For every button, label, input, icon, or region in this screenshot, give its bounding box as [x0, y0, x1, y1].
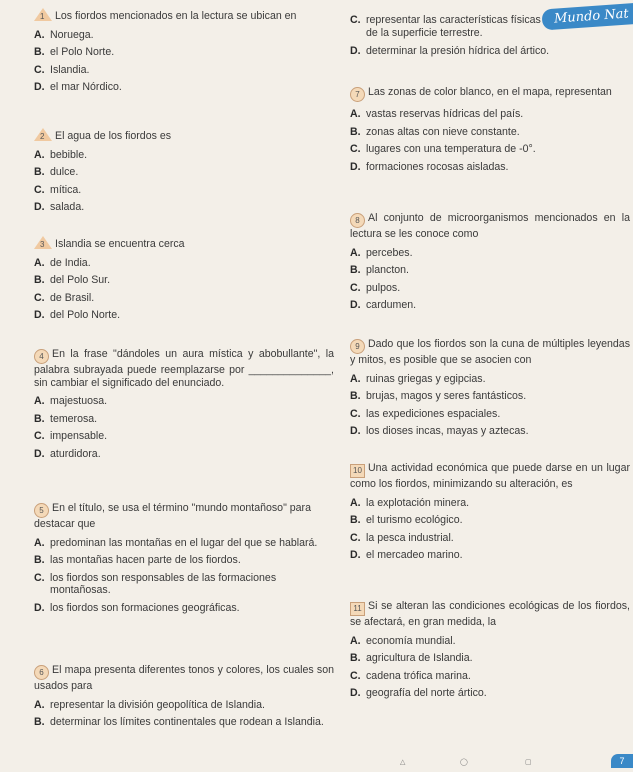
question-9 [350, 338, 630, 438]
option-b[interactable]: B. del Polo Sur. [34, 274, 111, 286]
option-a[interactable]: A. bebible. [34, 148, 88, 161]
option-c[interactable]: C. de Brasil. [34, 291, 95, 304]
option-b[interactable]: B. el Polo Norte. [34, 46, 115, 58]
option-b[interactable]: B. el turismo ecológico. [350, 514, 463, 526]
question-stem: Al conjunto de microorganismos mencionados en la lectura se les conoce como [350, 212, 630, 240]
option-a[interactable]: A. vastas reservas hídricas del país. [350, 108, 524, 120]
option-b[interactable]: B. brujas, magos y seres fantásticos. [350, 390, 527, 402]
option-c[interactable]: C. lugares con una temperatura de -0°. [350, 143, 536, 155]
question-stem: Si se alteran las condiciones ecológicas de los fiordos, se afectará, en gran medida, la [350, 600, 630, 628]
option-c[interactable]: C. los fiordos son responsables de las formaciones montañosas. [34, 571, 277, 596]
question-stem: Dado que los fiordos son la cuna de múltiples leyendas y mitos, es posible que se asocien con [350, 338, 630, 366]
triangle-number-icon: 2 [34, 128, 52, 141]
option-d[interactable]: D. los fiordos son formaciones geográficas. [34, 601, 240, 614]
question-6 [34, 664, 334, 729]
question-stem: Las zonas de color blanco, en el mapa, representan [368, 86, 612, 98]
triangle-legend-icon: △ [400, 759, 406, 766]
option-b[interactable]: B. determinar los límites continentales que rodean a Islandia. [34, 716, 324, 728]
option-a[interactable]: A. percebes. [350, 246, 413, 259]
option-a[interactable]: A. la explotación minera. [350, 496, 470, 509]
question-stem: El agua de los fiordos es [55, 130, 172, 142]
option-c[interactable]: C. mítica. [34, 183, 82, 196]
option-a[interactable]: A. representar la división geopolítica de Islandia. [34, 698, 265, 711]
question-1 [34, 8, 334, 94]
circle-number-icon: 7 [350, 87, 365, 102]
option-b[interactable]: B. temerosa. [34, 412, 98, 425]
option-d[interactable]: D. salada. [34, 201, 85, 213]
question-5 [34, 502, 334, 614]
question-3 [34, 236, 334, 322]
circle-number-icon: 4 [34, 349, 49, 364]
option-d[interactable]: D. determinar la presión hídrica del ártico. [350, 45, 550, 57]
option-c[interactable]: C. la pesca industrial. [350, 531, 454, 544]
question-stem: En el título, se usa el término "mundo montañoso" para destacar que [34, 502, 311, 530]
option-c[interactable]: C. las expediciones espaciales. [350, 407, 501, 420]
triangle-number-icon: 1 [34, 8, 52, 21]
question-11 [350, 600, 630, 700]
question-6-continued [350, 14, 550, 58]
question-7 [350, 86, 630, 173]
option-c[interactable]: C. cadena trófica marina. [350, 669, 471, 682]
square-legend-icon: ▢ [525, 759, 532, 766]
option-a[interactable]: A. Noruega. [34, 28, 94, 41]
option-b[interactable]: B. dulce. [34, 166, 79, 178]
square-number-icon: 10 [350, 464, 365, 478]
section-banner: Mundo Nat [542, 3, 633, 31]
option-c[interactable]: C. Islandia. [34, 63, 90, 76]
option-d[interactable]: D. formaciones rocosas aisladas. [350, 160, 509, 173]
option-c[interactable]: C. pulpos. [350, 281, 401, 294]
question-2 [34, 128, 334, 214]
option-a[interactable]: A. majestuosa. [34, 395, 108, 407]
question-stem: Los fiordos mencionados en la lectura se ubican en [55, 10, 297, 22]
question-stem: El mapa presenta diferentes tonos y colores, los cuales son usados para [34, 664, 334, 692]
option-b[interactable]: B. plancton. [350, 264, 409, 276]
option-d[interactable]: D. el mercadeo marino. [350, 549, 463, 561]
question-stem: En la frase "dándoles un aura mística y abobullante", la palabra subrayada puede reemplazarse por ______________, sin cambiar el significado del enunciado. [34, 348, 334, 389]
option-b[interactable]: B. zonas altas con nieve constante. [350, 125, 520, 138]
triangle-number-icon: 3 [34, 236, 52, 249]
circle-legend-icon: ◯ [460, 759, 468, 766]
question-4 [34, 348, 334, 460]
option-a[interactable]: A. de India. [34, 256, 91, 269]
option-d[interactable]: D. el mar Nórdico. [34, 81, 122, 93]
option-a[interactable]: A. economía mundial. [350, 634, 456, 647]
option-d[interactable]: D. geografía del norte ártico. [350, 687, 487, 699]
option-c[interactable]: C. representar las características físicas de la superficie terrestre. [350, 14, 541, 39]
option-c[interactable]: C. impensable. [34, 430, 108, 442]
option-d[interactable]: D. los dioses incas, mayas y aztecas. [350, 425, 529, 437]
question-8 [350, 212, 630, 312]
page-footer [390, 754, 633, 768]
circle-number-icon: 6 [34, 665, 49, 680]
circle-number-icon: 9 [350, 339, 365, 354]
option-a[interactable]: A. ruinas griegas y egipcias. [350, 372, 486, 385]
option-b[interactable]: B. las montañas hacen parte de los fiordos. [34, 554, 241, 566]
option-a[interactable]: A. predominan las montañas en el lugar del que se hablará. [34, 536, 318, 549]
page-number: 7 [611, 754, 633, 768]
option-b[interactable]: B. agricultura de Islandia. [350, 652, 473, 664]
circle-number-icon: 5 [34, 503, 49, 518]
question-10 [350, 462, 630, 562]
option-d[interactable]: D. del Polo Norte. [34, 309, 121, 321]
option-d[interactable]: D. aturdidora. [34, 447, 101, 460]
circle-number-icon: 8 [350, 213, 365, 228]
question-stem: Una actividad económica que puede darse en un lugar como los fiordos, minimizando su alteración, es [350, 462, 630, 490]
question-stem: Islandia se encuentra cerca [55, 238, 185, 250]
option-d[interactable]: D. cardumen. [350, 299, 417, 311]
square-number-icon: 11 [350, 602, 365, 616]
